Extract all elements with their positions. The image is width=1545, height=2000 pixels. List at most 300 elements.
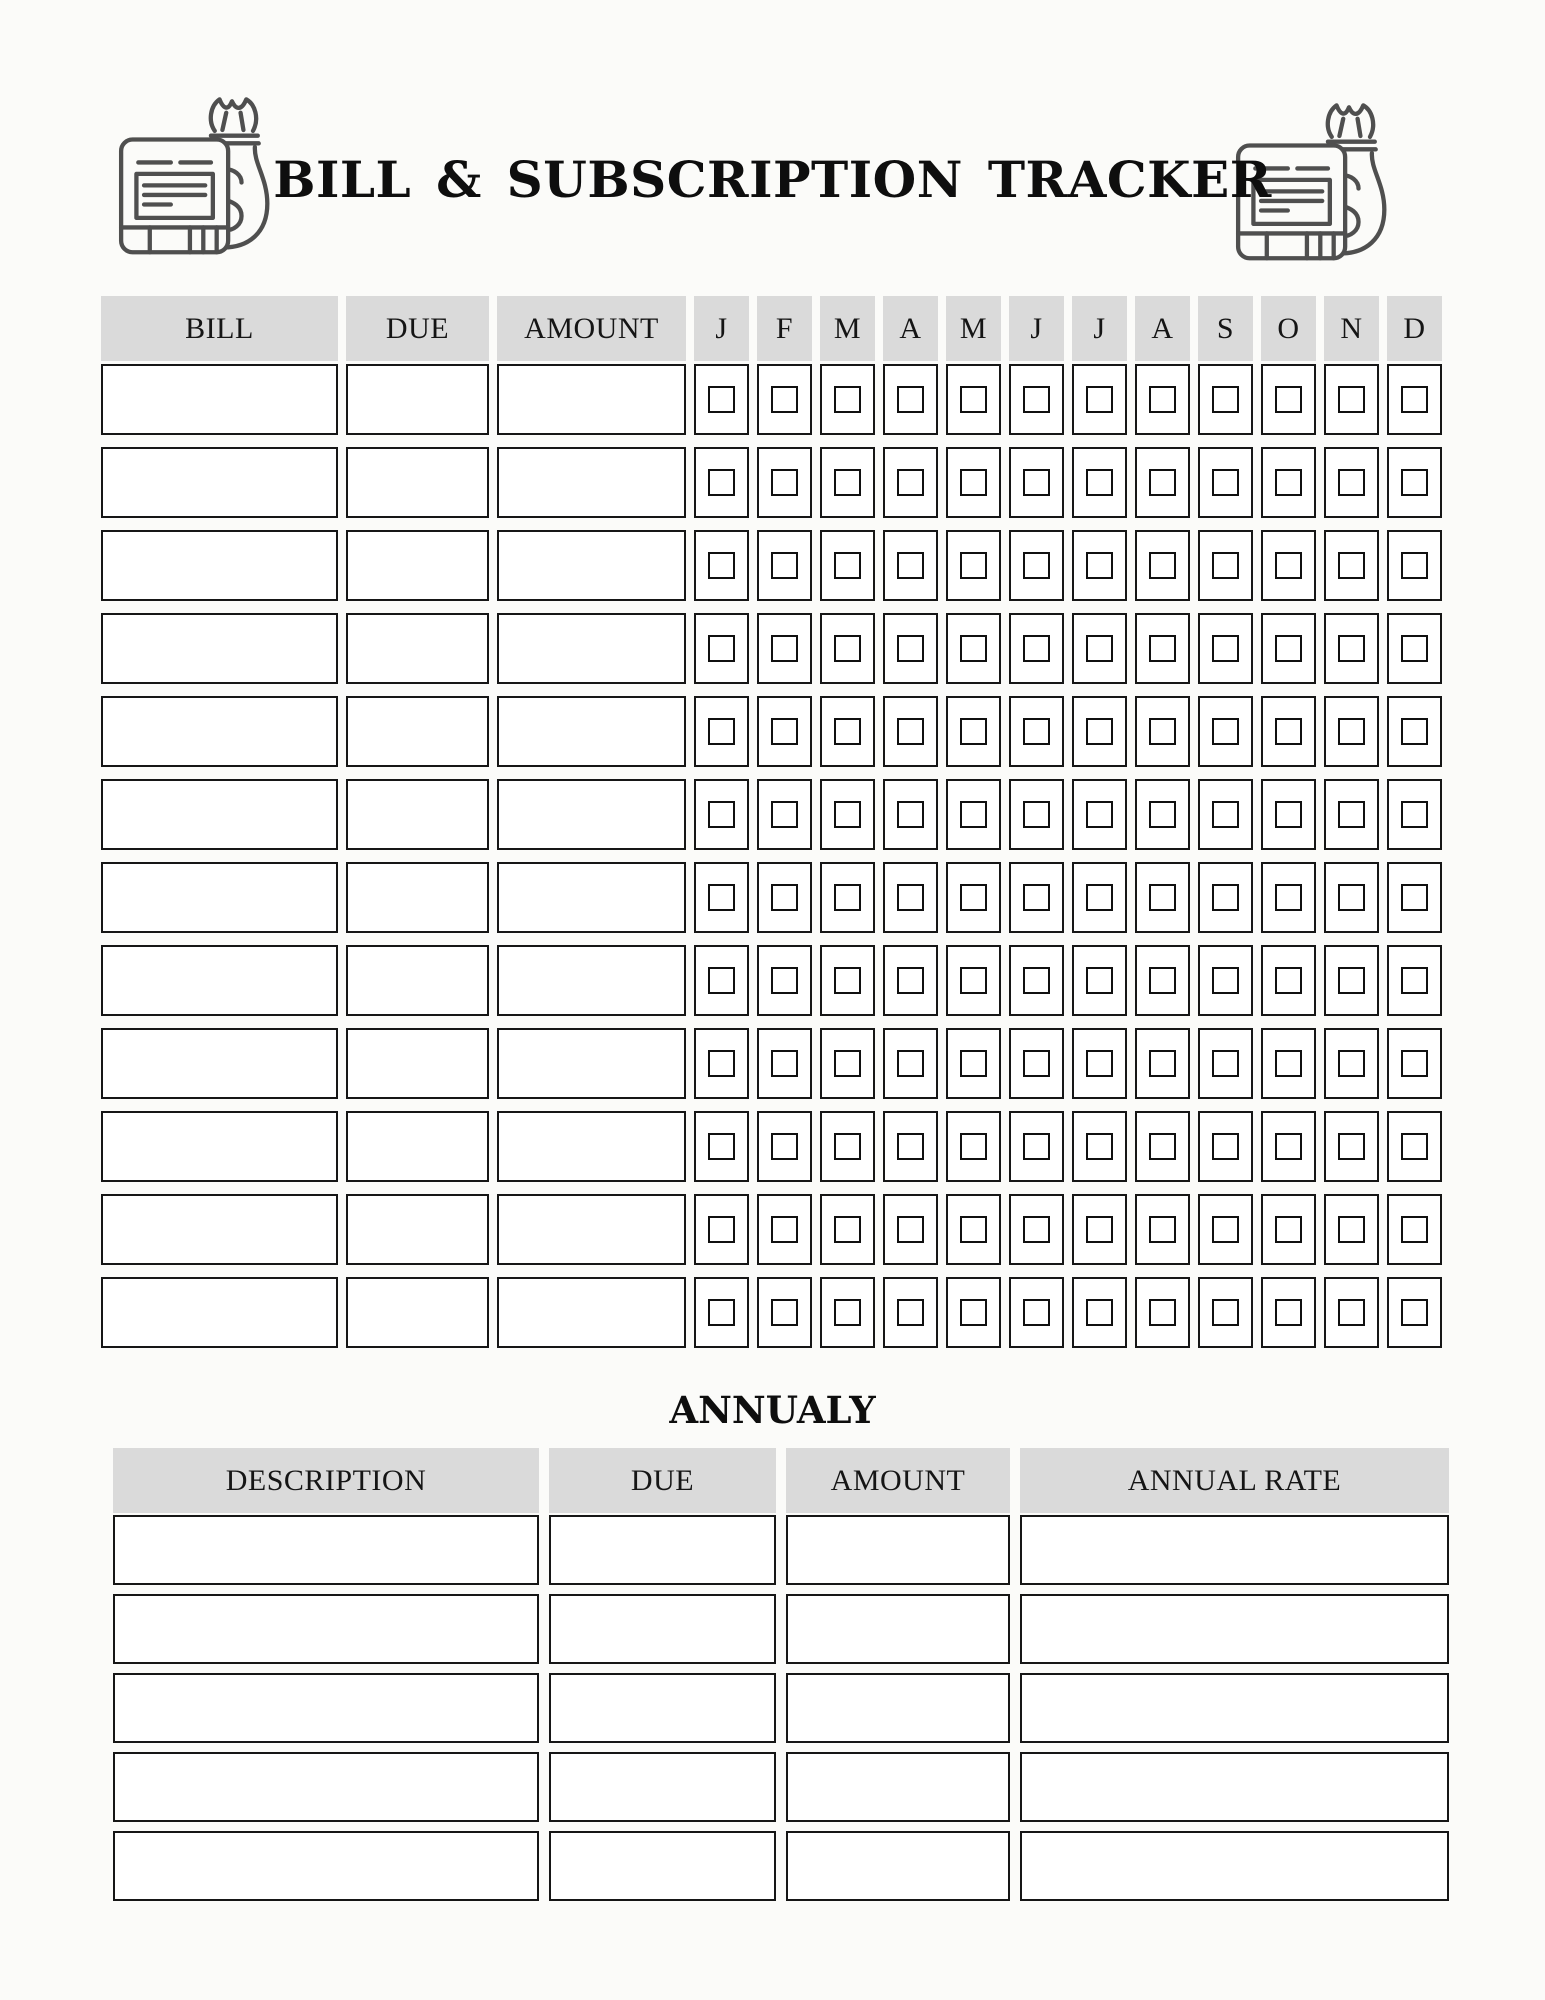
month-cell [946,364,1001,435]
due-input[interactable] [549,1594,776,1664]
month-cell [757,1111,812,1182]
month-checkbox[interactable] [1275,1050,1302,1077]
month-checkbox[interactable] [897,469,924,496]
annual-rate-input[interactable] [1020,1673,1449,1743]
month-checkbox[interactable] [771,718,798,745]
month-checkbox[interactable] [1338,884,1365,911]
month-checkbox[interactable] [1086,552,1113,579]
month-cell [820,1028,875,1099]
month-cell [694,1028,749,1099]
month-checkbox[interactable] [1023,552,1050,579]
month-checkbox[interactable] [1086,1050,1113,1077]
month-cell [757,696,812,767]
month-checkbox[interactable] [771,967,798,994]
month-checkbox[interactable] [1401,469,1428,496]
due-input[interactable] [346,945,489,1016]
month-checkbox[interactable] [1212,884,1239,911]
annual-rate-input[interactable] [1020,1831,1449,1901]
amount-input[interactable] [786,1752,1010,1822]
month-checkbox[interactable] [1212,1216,1239,1243]
month-checkbox[interactable] [708,801,735,828]
month-checkbox[interactable] [960,967,987,994]
month-checkbox[interactable] [960,801,987,828]
month-checkbox[interactable] [708,1133,735,1160]
month-checkbox[interactable] [834,635,861,662]
month-cell [1324,696,1379,767]
bill-input[interactable] [101,779,338,850]
month-cell [883,1028,938,1099]
month-cell [1261,447,1316,518]
bill-input[interactable] [101,447,338,518]
month-checkbox[interactable] [960,635,987,662]
month-checkbox[interactable] [897,884,924,911]
month-checkbox[interactable] [1149,718,1176,745]
due-input[interactable] [549,1673,776,1743]
month-checkbox[interactable] [1275,469,1302,496]
month-checkbox[interactable] [834,1050,861,1077]
due-input[interactable] [549,1752,776,1822]
month-cell [1387,696,1442,767]
month-checkbox[interactable] [1086,1133,1113,1160]
month-cell [1135,1194,1190,1265]
month-checkbox[interactable] [708,1216,735,1243]
month-cell [1072,1277,1127,1348]
annual-col-amount: AMOUNT [786,1448,1010,1513]
month-cell [1387,1277,1442,1348]
month-cell [1198,1028,1253,1099]
month-checkbox[interactable] [834,469,861,496]
month-checkbox[interactable] [1275,801,1302,828]
month-checkbox[interactable] [771,801,798,828]
month-checkbox[interactable] [1149,552,1176,579]
month-cell [820,613,875,684]
month-checkbox[interactable] [960,469,987,496]
month-cell [1072,447,1127,518]
month-checkbox[interactable] [1338,469,1365,496]
amount-input[interactable] [497,945,686,1016]
month-cell [1324,1028,1379,1099]
month-checkbox[interactable] [1086,1216,1113,1243]
amount-input[interactable] [497,1194,686,1265]
month-checkbox[interactable] [1401,884,1428,911]
month-checkbox[interactable] [1149,884,1176,911]
month-checkbox[interactable] [771,1133,798,1160]
month-checkbox[interactable] [1401,1216,1428,1243]
amount-input[interactable] [786,1594,1010,1664]
annual-table-body [113,1515,1449,1901]
amount-input[interactable] [497,447,686,518]
month-checkbox[interactable] [1086,718,1113,745]
month-cell [1135,447,1190,518]
month-checkbox[interactable] [771,635,798,662]
tracker-col-bill: BILL [101,296,338,361]
month-checkbox[interactable] [771,1299,798,1326]
due-input[interactable] [549,1515,776,1585]
month-checkbox[interactable] [897,1050,924,1077]
month-checkbox[interactable] [1023,1216,1050,1243]
month-checkbox[interactable] [897,1133,924,1160]
month-cell [1072,696,1127,767]
month-cell [1135,1277,1190,1348]
month-checkbox[interactable] [1149,386,1176,413]
month-checkbox[interactable] [708,635,735,662]
month-checkbox[interactable] [897,635,924,662]
month-checkbox[interactable] [1401,967,1428,994]
month-checkbox[interactable] [708,718,735,745]
due-input[interactable] [346,696,489,767]
month-checkbox[interactable] [1338,1216,1365,1243]
month-checkbox[interactable] [1086,801,1113,828]
month-checkbox[interactable] [1086,635,1113,662]
description-input[interactable] [113,1515,539,1585]
month-cell [1072,779,1127,850]
month-checkbox[interactable] [771,884,798,911]
annual-rate-input[interactable] [1020,1752,1449,1822]
amount-input[interactable] [497,696,686,767]
month-cell [1261,1277,1316,1348]
month-checkbox[interactable] [1149,1133,1176,1160]
month-checkbox[interactable] [708,386,735,413]
month-checkbox[interactable] [708,967,735,994]
month-checkbox[interactable] [1401,1133,1428,1160]
month-checkbox[interactable] [897,967,924,994]
month-cell [757,530,812,601]
month-checkbox[interactable] [771,552,798,579]
month-cell [1009,1194,1064,1265]
month-checkbox[interactable] [1212,967,1239,994]
month-cell [1009,696,1064,767]
month-cell [946,613,1001,684]
month-cell [1261,862,1316,933]
month-checkbox[interactable] [1212,1133,1239,1160]
month-cell [883,779,938,850]
month-cell [694,1194,749,1265]
month-checkbox[interactable] [771,1216,798,1243]
month-cell [1198,447,1253,518]
month-checkbox[interactable] [1401,552,1428,579]
month-cell [694,696,749,767]
amount-input[interactable] [497,1277,686,1348]
description-input[interactable] [113,1673,539,1743]
month-checkbox[interactable] [1338,1050,1365,1077]
month-checkbox[interactable] [1023,718,1050,745]
month-header-5: M [946,296,1001,361]
amount-input[interactable] [497,1111,686,1182]
month-checkbox[interactable] [897,1216,924,1243]
month-checkbox[interactable] [834,801,861,828]
month-cell [1009,447,1064,518]
month-cell [1135,364,1190,435]
month-header-8: A [1135,296,1190,361]
month-checkbox[interactable] [1023,469,1050,496]
month-checkbox[interactable] [771,1050,798,1077]
month-checkbox[interactable] [1086,967,1113,994]
month-checkbox[interactable] [1338,635,1365,662]
amount-input[interactable] [497,364,686,435]
annual-rate-input[interactable] [1020,1515,1449,1585]
month-cell [883,945,938,1016]
annual-table-header [113,1448,1449,1513]
month-checkbox[interactable] [960,1133,987,1160]
month-cell [820,1277,875,1348]
month-checkbox[interactable] [897,1299,924,1326]
month-cell [1009,1277,1064,1348]
month-checkbox[interactable] [1275,967,1302,994]
month-checkbox[interactable] [1275,1216,1302,1243]
month-checkbox[interactable] [897,552,924,579]
month-cell [1009,1028,1064,1099]
month-checkbox[interactable] [1149,1299,1176,1326]
month-cell [1261,613,1316,684]
month-checkbox[interactable] [1401,801,1428,828]
month-cell [1072,945,1127,1016]
month-checkbox[interactable] [1149,469,1176,496]
month-cell [694,1277,749,1348]
due-input[interactable] [549,1831,776,1901]
month-cell [1387,613,1442,684]
month-checkbox[interactable] [834,1216,861,1243]
month-checkbox[interactable] [1401,1299,1428,1326]
bill-input[interactable] [101,364,338,435]
amount-input[interactable] [786,1673,1010,1743]
month-checkbox[interactable] [897,386,924,413]
month-checkbox[interactable] [1023,386,1050,413]
month-cell [1072,364,1127,435]
month-cell [946,696,1001,767]
amount-input[interactable] [497,862,686,933]
money-bag-tie [211,99,256,131]
month-checkbox[interactable] [1086,884,1113,911]
month-cell [946,1194,1001,1265]
due-input[interactable] [346,862,489,933]
month-cell [1324,364,1379,435]
month-cell [1135,862,1190,933]
month-cell [946,945,1001,1016]
month-checkbox[interactable] [1086,1299,1113,1326]
month-checkbox[interactable] [1212,1050,1239,1077]
month-cell [1135,1028,1190,1099]
month-checkbox[interactable] [960,1050,987,1077]
month-cell [757,364,812,435]
month-checkbox[interactable] [1212,1299,1239,1326]
month-checkbox[interactable] [1023,1050,1050,1077]
month-checkbox[interactable] [1338,1133,1365,1160]
month-checkbox[interactable] [1212,386,1239,413]
month-cell [1387,945,1442,1016]
month-cell [1261,1028,1316,1099]
month-checkbox[interactable] [1212,552,1239,579]
month-cell [946,862,1001,933]
month-checkbox[interactable] [1338,386,1365,413]
month-cell [820,530,875,601]
month-checkbox[interactable] [960,1216,987,1243]
month-checkbox[interactable] [1338,1299,1365,1326]
description-input[interactable] [113,1752,539,1822]
month-cell [1198,1277,1253,1348]
due-input[interactable] [346,364,489,435]
month-checkbox[interactable] [834,718,861,745]
month-cell [1387,862,1442,933]
month-checkbox[interactable] [834,1133,861,1160]
bill-input[interactable] [101,945,338,1016]
month-checkbox[interactable] [960,1299,987,1326]
due-input[interactable] [346,779,489,850]
month-checkbox[interactable] [1275,552,1302,579]
month-checkbox[interactable] [1023,635,1050,662]
month-cell [820,1194,875,1265]
month-header-4: A [883,296,938,361]
month-checkbox[interactable] [897,801,924,828]
month-cell [1324,613,1379,684]
month-checkbox[interactable] [1212,801,1239,828]
month-checkbox[interactable] [1275,718,1302,745]
month-checkbox[interactable] [1023,801,1050,828]
month-checkbox[interactable] [1212,718,1239,745]
bill-input[interactable] [101,530,338,601]
month-cell [1072,862,1127,933]
month-header-12: D [1387,296,1442,361]
month-checkbox[interactable] [708,884,735,911]
annual-section-title: ANNUALY [669,1388,876,1432]
month-checkbox[interactable] [1086,386,1113,413]
month-checkbox[interactable] [1275,884,1302,911]
month-checkbox[interactable] [834,552,861,579]
month-cell [1198,945,1253,1016]
month-checkbox[interactable] [960,884,987,911]
month-checkbox[interactable] [1338,801,1365,828]
month-cell [1387,1028,1442,1099]
month-cell [757,613,812,684]
amount-input[interactable] [786,1831,1010,1901]
annual-col-annual-rate: ANNUAL RATE [1020,1448,1449,1513]
month-checkbox[interactable] [960,552,987,579]
month-cell [1261,1111,1316,1182]
month-cell [694,364,749,435]
month-checkbox[interactable] [960,386,987,413]
month-checkbox[interactable] [1401,1050,1428,1077]
month-checkbox[interactable] [960,718,987,745]
month-checkbox[interactable] [1338,552,1365,579]
month-checkbox[interactable] [1149,967,1176,994]
month-cell [946,779,1001,850]
due-input[interactable] [346,1111,489,1182]
month-checkbox[interactable] [834,1299,861,1326]
month-checkbox[interactable] [1023,967,1050,994]
month-cell [1135,530,1190,601]
month-cell [1135,779,1190,850]
month-cell [1324,1277,1379,1348]
month-checkbox[interactable] [1149,635,1176,662]
description-input[interactable] [113,1594,539,1664]
due-input[interactable] [346,530,489,601]
month-checkbox[interactable] [1275,386,1302,413]
month-cell [1261,779,1316,850]
month-cell [883,613,938,684]
month-checkbox[interactable] [1275,635,1302,662]
month-header-3: M [820,296,875,361]
month-checkbox[interactable] [1275,1299,1302,1326]
month-checkbox[interactable] [1401,386,1428,413]
bill-input[interactable] [101,696,338,767]
amount-input[interactable] [497,1028,686,1099]
due-input[interactable] [346,447,489,518]
annual-rate-input[interactable] [1020,1594,1449,1664]
month-checkbox[interactable] [1149,1216,1176,1243]
month-checkbox[interactable] [708,1299,735,1326]
month-checkbox[interactable] [1023,1299,1050,1326]
month-cell [883,1277,938,1348]
month-cell [1072,530,1127,601]
amount-input[interactable] [497,779,686,850]
month-checkbox[interactable] [834,884,861,911]
due-input[interactable] [346,1277,489,1348]
month-cell [757,447,812,518]
month-checkbox[interactable] [1023,1133,1050,1160]
month-cell [694,530,749,601]
bill-input[interactable] [101,862,338,933]
bill-input[interactable] [101,1194,338,1265]
month-checkbox[interactable] [1023,884,1050,911]
amount-input[interactable] [497,530,686,601]
bill-input[interactable] [101,613,338,684]
month-checkbox[interactable] [1401,635,1428,662]
month-cell [1324,779,1379,850]
due-input[interactable] [346,1028,489,1099]
month-checkbox[interactable] [1149,801,1176,828]
month-checkbox[interactable] [834,967,861,994]
month-cell [757,862,812,933]
bill-input[interactable] [101,1028,338,1099]
month-cell [946,1028,1001,1099]
month-checkbox[interactable] [771,469,798,496]
amount-input[interactable] [497,613,686,684]
month-cell [946,447,1001,518]
month-header-1: J [694,296,749,361]
month-cell [1387,447,1442,518]
month-checkbox[interactable] [1338,967,1365,994]
month-checkbox[interactable] [708,469,735,496]
month-cell [757,945,812,1016]
month-checkbox[interactable] [834,386,861,413]
month-checkbox[interactable] [708,552,735,579]
bill-input[interactable] [101,1111,338,1182]
due-input[interactable] [346,613,489,684]
description-input[interactable] [113,1831,539,1901]
month-cell [694,862,749,933]
month-checkbox[interactable] [1086,469,1113,496]
month-cell [1261,530,1316,601]
month-cell [1198,696,1253,767]
month-cell [1387,1194,1442,1265]
month-checkbox[interactable] [1149,1050,1176,1077]
month-cell [1324,945,1379,1016]
month-checkbox[interactable] [708,1050,735,1077]
amount-input[interactable] [786,1515,1010,1585]
month-checkbox[interactable] [1275,1133,1302,1160]
month-checkbox[interactable] [1212,635,1239,662]
month-cell [757,1028,812,1099]
month-checkbox[interactable] [771,386,798,413]
month-checkbox[interactable] [897,718,924,745]
month-checkbox[interactable] [1401,718,1428,745]
month-checkbox[interactable] [1338,718,1365,745]
bill-input[interactable] [101,1277,338,1348]
due-input[interactable] [346,1194,489,1265]
month-checkbox[interactable] [1212,469,1239,496]
month-cell [1324,862,1379,933]
month-cell [1135,945,1190,1016]
month-cell [820,364,875,435]
